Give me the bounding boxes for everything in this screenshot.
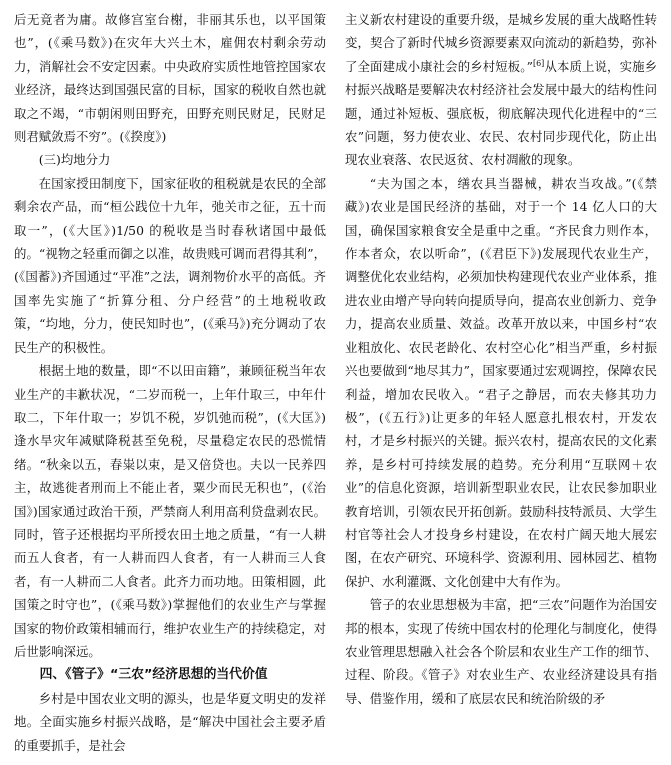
paragraph: 管子的农业思想极为丰富，把“三农”问题作为治国安邦的根本，实现了传统中国农村的伦理化与制度化，使得农业管理思想融入社会各个阶层和农业生产工作的细节、过程、阶段。《管子》对农业生产、农业经济建设具有指导、借鉴作用，缓和了底层农民和统治阶级的矛 [345,597,657,706]
paragraph: “夫为国之本，缮农具当器械，耕农当攻战。”(《禁藏》)农业是国民经济的基础，对于一个 14 亿人口的大国，确保国家粮食安全是重中之重。“齐民食力则作本，作本者众，农以听命”，(《君臣下》)发展现代农业生产，调整优化农业结构，必须加快构建现代农业产业体系，推进农业由增产导向转向提质导向，提高农业创新力、竞争力，提高农业质量、效益。改革开放以来，中国乡村“农业粗放化、农民老龄化、农村空心化”相当严重，乡村振兴也要做到“地尽其力”，国家要通过宏观调控，保障农民利益，增加农民收入。“君子之静居，而农夫修其功力极”，(《五行》)让更多的年轻人愿意扎根农村，开发农村，才是乡村振兴的关键。振兴农村，提高农民的文化素养，是乡村可持续发展的趋势。充分利用“互联网＋农业”的信息化资源，培训新型职业农民，让农民参加职业教育培训，引领农民开拓创新。鼓励科技特派员、大学生村官等社会人才投身乡村建设，在农村广阔天地大展宏图，在农产研究、环境科学、资源利用、园林园艺、植物保护、水利灌溉、文化创建中大有作为。 [345,175,657,589]
paragraph: 在国家授田制度下，国家征收的租税就是农民的全部剩余农产品，而“桓公践位十九年，弛关市之征，五十而取一”，(《大匡》)1/50 的税收是当时春秋诸国中最低的。“视物之轻重而御之以准，故贵贱可调而君得其利”，(《国蓄》)齐国通过“平准”之法，调剂物价水平的高低。齐国率先实施了“折算分租、分户经营”的土地税收政策，“均地，分力，使民知时也”，(《乘马》)充分调动了农民生产的积极性。 [14,175,326,355]
paragraph-text: 主义新农村建设的重要升级，是城乡发展的重大战略性转变，契合了新时代城乡资源要素双向流动的新趋势，弥补了全面建成小康社会的乡村短板。” [345,12,657,74]
paragraph-continued: 后无竟者为庸。故修宫室台榭，非丽其乐也，以平国策也”，(《乘马数》)在灾年大兴土木，雇佣农村剩余劳动力，消解社会不安定因素。中央政府实质性地管控国家农业经济，最终达到国强民富的目标，国家的税收自然也就取之不竭，“市朝闲则田野充，田野充则民财足，民财足则君赋敛焉不穷”。(《揆度》) [14,12,326,145]
subsection-heading: (三)均地分力 [38,152,111,168]
paragraph: 根据土地的数量，即“不以田亩籍”，兼顾征税当年农业生产的丰歉状况，“二岁而税一，上年什取三，中年什取二，下年什取一；岁饥不税，岁饥弛而税”，(《大匡》)逢水旱灾年减赋降税甚至免税，尽量稳定农民的恐慌情绪。“秋籴以五，春粜以束，是又倍贷也。夫以一民养四主，故逃徙者刑而上不能止者，粟少而民无积也”，(《治国》)国家通过政治干预，严禁商人利用高利贷盘剥农民。同时，管子还根据均平所授农田土地之质量，“有一人耕而五人食者，有一人耕而四人食者，有一人耕而三人食者，有一人耕而二人食者。此齐力而功地。田策相圆，此国策之时守也”，(《乘马数》)掌握他们的农业生产与掌握国家的物价政策相辅而行，维护农业生产的持续稳定，对后世影响深远。 [14,363,326,659]
section-heading: 四、《管子》“三农”经济思想的当代价值 [39,667,268,683]
citation-marker: [6] [532,58,545,68]
paragraph-text: 从本质上说，实施乡村振兴战略是要解决农村经济社会发展中最大的结构性问题，通过补短板、强底板，彻底解决现代化进程中的“三农”问题，努力使农业、农民、农村同步现代化，防止出现农业衰落、农民返贫、农村凋敝的现象。 [345,58,658,168]
right-column [345,8,657,765]
paragraph-continued [345,8,657,172]
paragraph: 乡村是中国农业文明的源头，也是华夏文明史的发祥地。全面实施乡村振兴战略，是“解决中国社会主要矛盾的重要抓手，是社会 [14,690,326,753]
left-column [14,8,326,765]
